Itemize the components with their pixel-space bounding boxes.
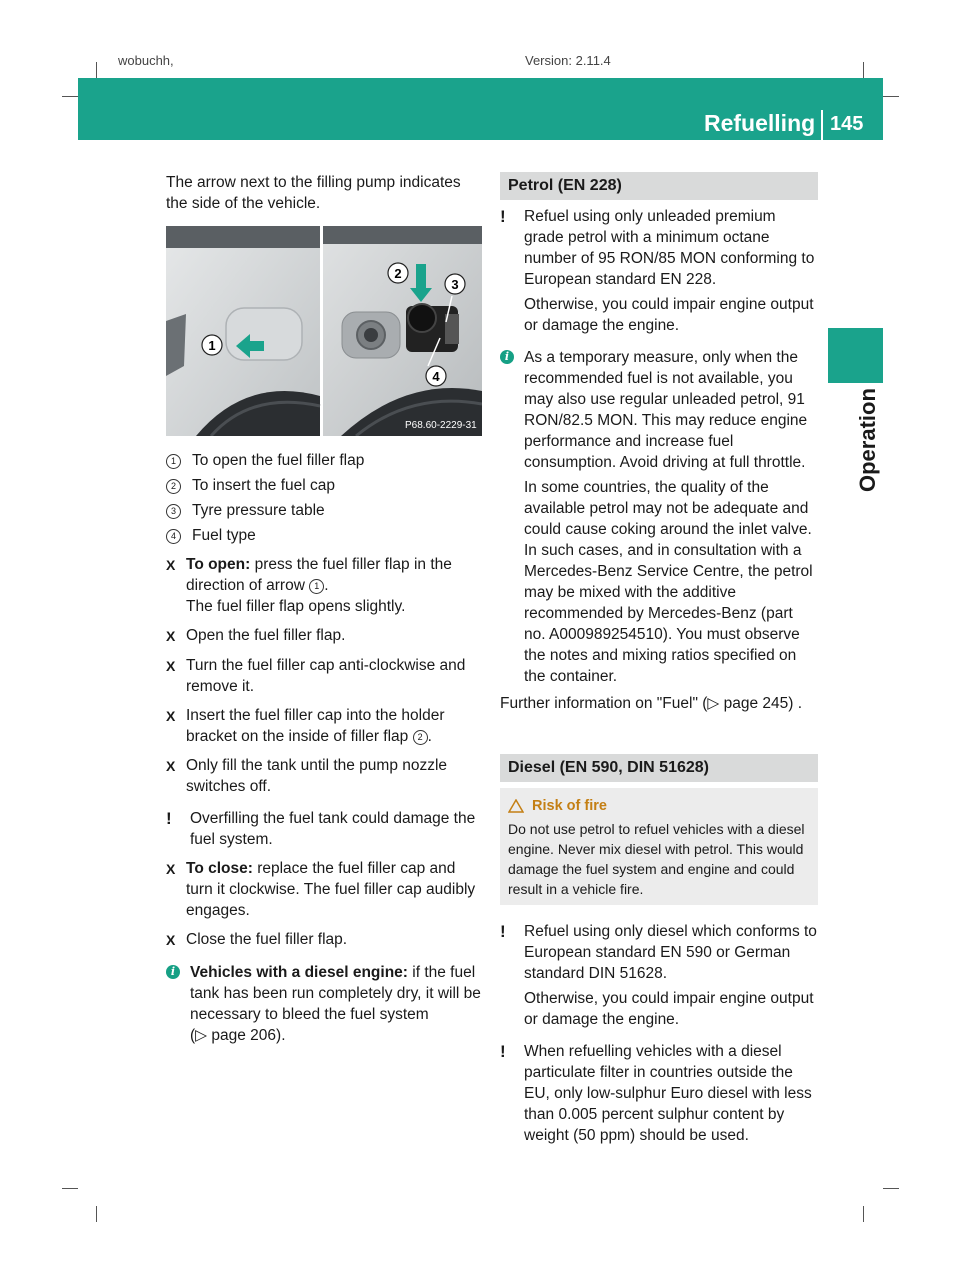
svg-text:3: 3 — [451, 277, 459, 292]
legend-list — [166, 450, 484, 546]
svg-text:2: 2 — [394, 266, 402, 281]
left-column — [166, 172, 484, 1046]
info-icon: i — [166, 965, 180, 979]
legend-item: 3 Tyre pressure table — [166, 500, 484, 521]
further-info: Further information on "Fuel" (▷ page 245) . — [500, 695, 803, 712]
step-marker-icon: X — [166, 758, 176, 774]
risk-text: Do not use petrol to refuel vehicles with a diesel engine. Never mix diesel with petrol. This would damage the fuel system and engine and could result in a vehicle fire. — [508, 821, 805, 897]
page-ref-link[interactable]: (▷ page 206). — [190, 1027, 286, 1044]
page-number: 145 — [830, 113, 864, 135]
step-marker-icon: X — [166, 708, 176, 724]
step-open: X To open: press the fuel filler flap in the direction of arrow 1 . The fuel filler flap opens slightly. — [166, 556, 452, 615]
figure-code: P68.60-2229-31 — [405, 420, 477, 431]
crop-mark — [863, 62, 864, 78]
intro-text: The arrow next to the filling pump indicates the side of the vehicle. — [166, 174, 461, 212]
risk-title: Risk of fire — [508, 796, 810, 816]
page-title: Refuelling — [704, 110, 816, 136]
svg-text:1: 1 — [208, 338, 216, 353]
legend-item: 1 To open the fuel filler flap — [166, 450, 484, 471]
section-tab — [828, 328, 883, 383]
crop-mark — [96, 1206, 97, 1222]
print-mark-version: Version: 2.11.4 — [525, 53, 611, 68]
step-marker-icon: X — [166, 628, 176, 644]
warning-particulate: ! When refuelling vehicles with a diesel particulate filter in countries outside the EU, only low-sulphur Euro diesel with less than 0.005 percent sulphur content by weight (50 ppm) should be used. — [500, 1042, 812, 1144]
legend-item: 4 Fuel type — [166, 525, 484, 546]
warning-diesel: ! Refuel using only diesel which conforms to European standard EN 590 or German standard DIN 51628. Otherwise, you could impair engine output or damage the engine. — [500, 922, 817, 1028]
right-column — [500, 172, 818, 1146]
warning-triangle-icon — [508, 799, 524, 813]
crop-mark — [883, 96, 899, 97]
step-marker-icon: X — [166, 932, 176, 948]
legend-item: 2 To insert the fuel cap — [166, 475, 484, 496]
fuel-filler-figure — [166, 226, 482, 436]
section-label: Operation — [855, 388, 880, 492]
risk-box — [500, 788, 818, 905]
info-diesel: i Vehicles with a diesel engine: if the fuel tank has been run completely dry, it will be necessary to bleed the fuel system (▷ page 206). — [166, 962, 484, 1046]
step-marker-icon: X — [166, 658, 176, 674]
info-petrol: i As a temporary measure, only when the recommended fuel is not available, you may also use regular unleaded petrol, 91 RON/82.5 MON. This may reduce engine performance and increase fuel consumption. Avoid driving at full throttle. In some countries, the quality of the available petrol may not be adequate and could cause coking around the inlet valve. In such cases, and in consultation with a Mercedes-Benz Service Centre, the petrol may be mixed with the additive recommended by Mercedes-Benz (part no. A000989254510). You must observe the notes and mixing ratios specified on the container. — [500, 347, 818, 687]
print-mark-left: wobuchh, — [118, 53, 174, 68]
crop-mark — [62, 96, 78, 97]
section-heading-petrol: Petrol (EN 228) — [500, 172, 818, 200]
crop-mark — [62, 1188, 78, 1189]
warning-petrol: ! Refuel using only unleaded premium grade petrol with a minimum octane number of 95 RON/85 MON conforming to European standard EN 228. Otherwise, you could impair engine output or damage the engine. — [500, 207, 815, 334]
step-fill: X Only fill the tank until the pump nozzle switches off. — [166, 757, 448, 795]
crop-mark — [96, 62, 97, 78]
warning-overfill: ! Overfilling the fuel tank could damage the fuel system. — [166, 809, 476, 848]
svg-text:4: 4 — [432, 369, 440, 384]
fuel-filler-photo — [166, 226, 482, 436]
header-separator — [821, 110, 823, 140]
warning-icon: ! — [500, 207, 506, 226]
warning-icon: ! — [500, 922, 506, 941]
step-close: X To close: replace the fuel filler cap and turn it clockwise. The fuel filler cap audibly engages. — [166, 860, 476, 919]
crop-mark — [883, 1188, 899, 1189]
section-heading-diesel: Diesel (EN 590, DIN 51628) — [500, 754, 818, 782]
step-marker-icon: X — [166, 861, 176, 877]
step-marker-icon: X — [166, 557, 176, 573]
warning-icon: ! — [500, 1042, 506, 1061]
warning-icon: ! — [166, 809, 172, 828]
step-open-flap: X Open the fuel filler flap. — [166, 625, 484, 647]
step-insert-cap: X Insert the fuel filler cap into the holder bracket on the inside of filler flap 2 . — [166, 707, 445, 745]
step-turn-cap: X Turn the fuel filler cap anti-clockwise and remove it. — [166, 657, 466, 695]
info-icon: i — [500, 350, 514, 364]
crop-mark — [863, 1206, 864, 1222]
step-close-flap: X Close the fuel filler flap. — [166, 929, 484, 951]
